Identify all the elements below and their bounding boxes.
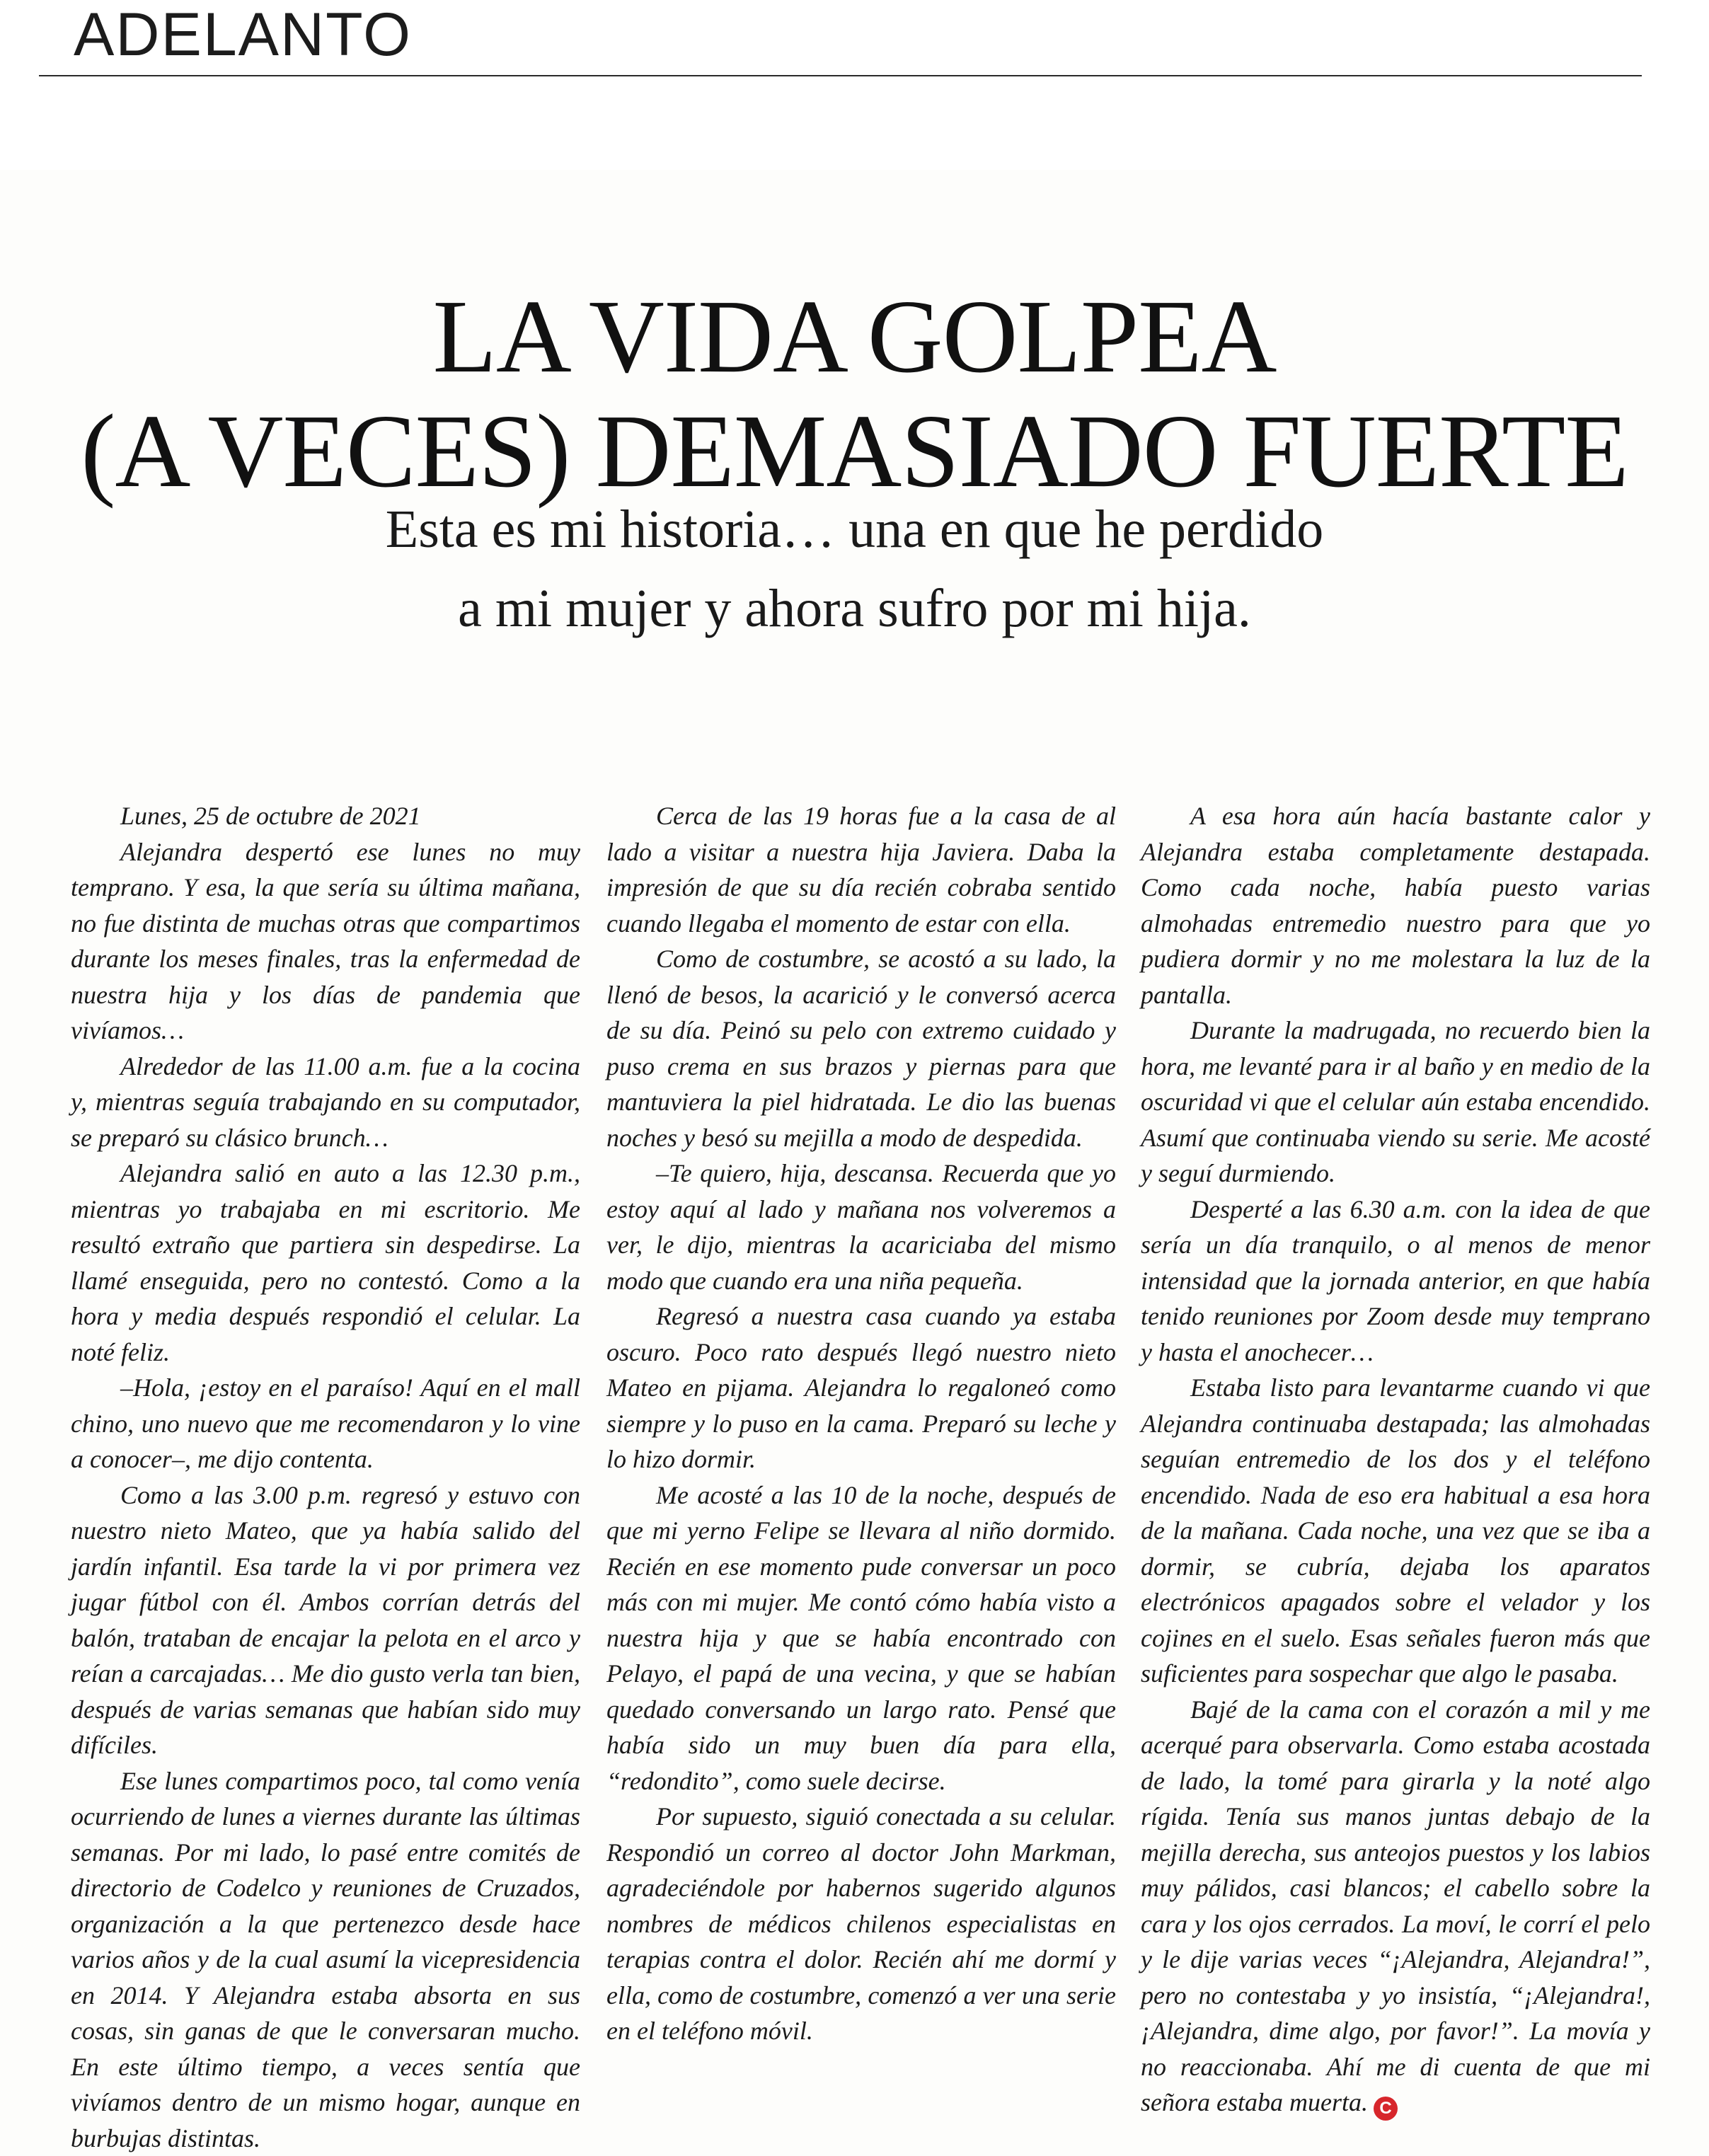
paragraph: Regresó a nuestra casa cuando ya estaba oscuro. Poco rato después llegó nuestro nieto Mateo en pijama. Alejandra lo regaloneó como siempre y lo puso en la cama. Preparó su leche y lo hizo dormir. [606, 1298, 1116, 1477]
paragraph: Como a las 3.00 p.m. regresó y estuvo con nuestro nieto Mateo, que ya había salido del jardín infantil. Esa tarde la vi por primera vez jugar fútbol con él. Ambos corrían detrás del balón, trataban de encajar la pelota en el arco y reían a carcajadas… Me dio gusto verla tan bien, después de varias semanas que habían sido muy difíciles. [71, 1477, 580, 1763]
paragraph: Alejandra despertó ese lunes no muy temprano. Y esa, la que sería su última mañana, no fue distinta de muchas otras que compartimos durante los meses finales, tras la enfermedad de nuestra hija y los días de pandemia que vivíamos… [71, 834, 580, 1049]
section-label: ADELANTO [74, 4, 412, 65]
title-line: LA VIDA GOLPEA [71, 279, 1638, 394]
text-column-2 [606, 798, 1116, 2049]
last-paragraph [1141, 1692, 1650, 2121]
end-mark-icon: C [1374, 2097, 1398, 2121]
paragraph: Por supuesto, siguió conectada a su celular. Respondió un correo al doctor John Markman, agradeciéndole por habernos sugerido algunos nombres de médicos chilenos especialistas en terapias contra el dolor. Recién ahí me dormí y ella, como de costumbre, comenzó a ver una serie en el teléfono móvil. [606, 1799, 1116, 2049]
paragraph: Durante la madrugada, no recuerdo bien la hora, me levanté para ir al baño y en medio de la oscuridad vi que el celular aún estaba encendido. Asumí que continuaba viendo su serie. Me acosté y seguí durmiendo. [1141, 1013, 1650, 1192]
text-column-1 [71, 798, 580, 2156]
text-column-3 [1141, 798, 1650, 2121]
article-title [71, 279, 1638, 509]
paragraph: Alrededor de las 11.00 a.m. fue a la cocina y, mientras seguía trabajando en su computador, se preparó su clásico brunch… [71, 1049, 580, 1156]
paragraph: Desperté a las 6.30 a.m. con la idea de que sería un día tranquilo, o al menos de menor intensidad que la jornada anterior, en que había tenido reuniones por Zoom desde muy temprano y hasta el anochecer… [1141, 1192, 1650, 1371]
paragraph: –Hola, ¡estoy en el paraíso! Aquí en el mall chino, uno nuevo que me recomendaron y lo vine a conocer–, me dijo contenta. [71, 1370, 580, 1477]
article-subtitle [142, 490, 1567, 648]
title-line: (A VECES) DEMASIADO FUERTE [71, 394, 1638, 509]
subtitle-line: Esta es mi historia… una en que he perdido [142, 490, 1567, 569]
subtitle-line: a mi mujer y ahora sufro por mi hija. [142, 569, 1567, 648]
paragraph: Alejandra salió en auto a las 12.30 p.m., mientras yo trabajaba en mi escritorio. Me resultó extraño que partiera sin despedirse. La llamé enseguida, pero no contestó. Como a la hora y media después respondió el celular. La noté feliz. [71, 1155, 580, 1370]
paragraph: Ese lunes compartimos poco, tal como venía ocurriendo de lunes a viernes durante las últimas semanas. Por mi lado, lo pasé entre comités de directorio de Codelco y reuniones de Cruzados, organización a la que pertenezco desde hace varios años y de la cual asumí la vicepresidencia en 2014. Y Alejandra estaba absorta en sus cosas, sin ganas de que le conversaran mucho. En este último tiempo, a veces sentía que vivíamos dentro de un mismo hogar, aunque en burbujas distintas. [71, 1763, 580, 2156]
paragraph-text: Bajé de la cama con el corazón a mil y me acerqué para observarla. Como estaba acostada de lado, la tomé para girarla y la noté algo rígida. Tenía sus manos juntas debajo de la mejilla derecha, sus anteojos puestos y los labios muy pálidos, casi blancos; el cabello sobre la cara y los ojos cerrados. La moví, le corrí el pelo y le dije varias veces “¡Alejandra, Alejandra!”, pero no contestaba y yo insistía, “¡Alejandra!, ¡Alejandra, dime algo, por favor!”. La movía y no reaccionaba. Ahí me di cuenta de que mi señora estaba muerta. [1141, 1695, 1650, 2117]
dateline: Lunes, 25 de octubre de 2021 [71, 798, 580, 834]
paragraph: Como de costumbre, se acostó a su lado, la llenó de besos, la acarició y le conversó acerca de su día. Peinó su pelo con extremo cuidado y puso crema en sus brazos y piernas para que mantuviera la piel hidratada. Le dio las buenas noches y besó su mejilla a modo de despedida. [606, 941, 1116, 1155]
paragraph: –Te quiero, hija, descansa. Recuerda que yo estoy aquí al lado y mañana nos volveremos a ver, le dijo, mientras la acariciaba del mismo modo que cuando era una niña pequeña. [606, 1155, 1116, 1298]
paragraph: Estaba listo para levantarme cuando vi que Alejandra continuaba destapada; las almohadas seguían entremedio de los dos y el teléfono encendido. Nada de eso era habitual a esa hora de la mañana. Cada noche, una vez que se iba a dormir, se cubría, dejaba los aparatos electrónicos apagados sobre el velador y los cojines en el suelo. Esas señales fueron más que suficientes para sospechar que algo le pasaba. [1141, 1370, 1650, 1692]
paragraph: Cerca de las 19 horas fue a la casa de al lado a visitar a nuestra hija Javiera. Daba la impresión de que su día recién cobraba sentido cuando llegaba el momento de estar con ella. [606, 798, 1116, 941]
paragraph: A esa hora aún hacía bastante calor y Alejandra estaba completamente destapada. Como cada noche, había puesto varias almohadas entremedio nuestro para que yo pudiera dormir y no me molestara la luz de la pantalla. [1141, 798, 1650, 1013]
paragraph: Me acosté a las 10 de la noche, después de que mi yerno Felipe se llevara al niño dormido. Recién en ese momento pude conversar un poco más con mi mujer. Me contó cómo había visto a nuestra hija y que se había encontrado con Pelayo, el papá de una vecina, y que se habían quedado conversando un largo rato. Pensé que había sido un muy buen día para ella, “redondito”, como suele decirse. [606, 1477, 1116, 1799]
header-rule [39, 75, 1642, 76]
